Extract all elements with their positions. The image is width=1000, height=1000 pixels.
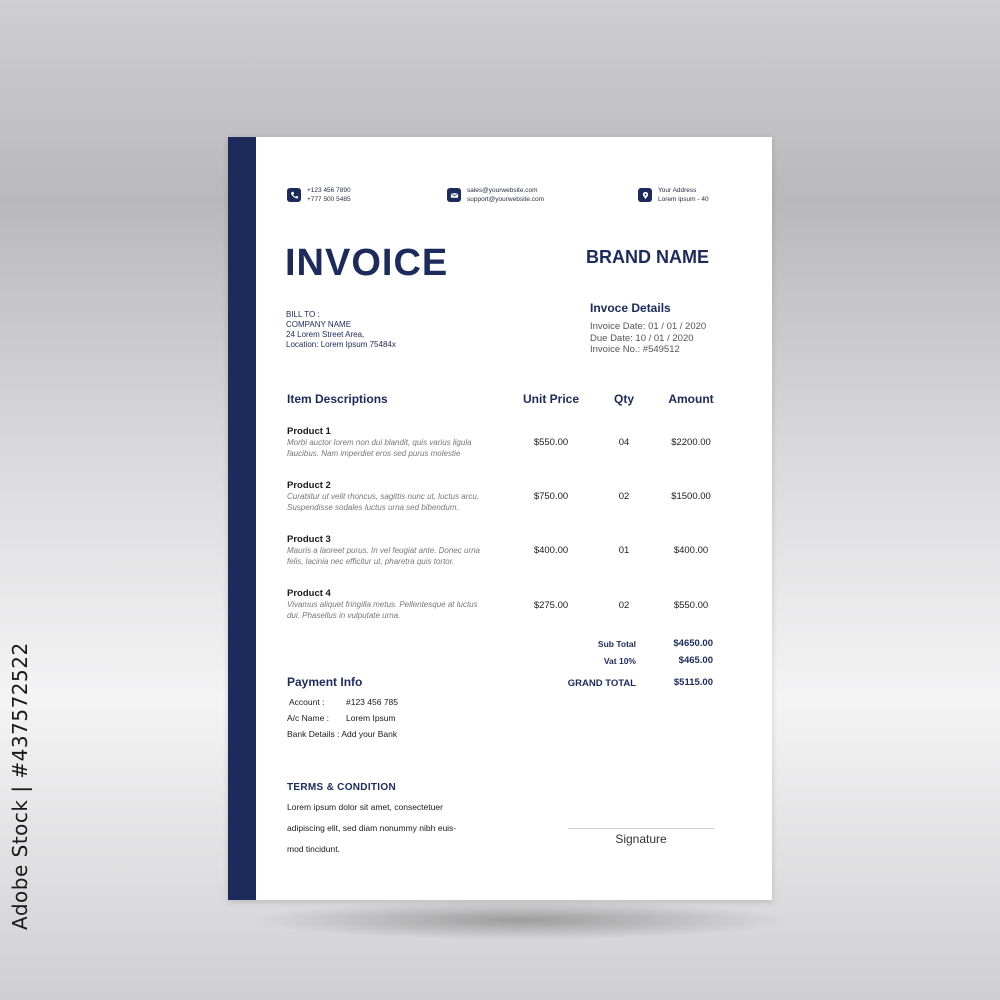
row-4-price: $275.00 <box>533 600 569 611</box>
phone-1: +123 456 7890 <box>307 187 351 194</box>
bill-to <box>286 310 396 350</box>
signature-label: Signature <box>615 832 667 846</box>
row-1-amount: $2200.00 <box>671 437 711 448</box>
terms-line-3: mod tincidunt. <box>287 844 340 854</box>
header-unit-price: Unit Price <box>522 392 579 406</box>
row-3-name: Product 3 <box>287 534 331 545</box>
address-2: Lorem ipsum - 40 <box>658 196 709 203</box>
stock-id-watermark: Adobe Stock | #437572522 <box>8 642 32 930</box>
invoice-date: Invoice Date: 01 / 01 / 2020 <box>590 321 707 332</box>
row-1-qty: 04 <box>618 437 630 448</box>
contact-phone <box>287 186 351 204</box>
bank-details: Bank Details : Add your Bank <box>287 729 398 739</box>
row-2-desc-line-1: Curabitur ut velit rhoncus, sagittis nunc ut, luctus arcu. <box>287 492 480 501</box>
row-2-amount: $1500.00 <box>671 491 711 502</box>
row-4-desc-line-1: Vivamus aliquet fringilla metus. Pellentesque at luctus <box>287 600 478 609</box>
invoice-page <box>228 137 772 900</box>
row-2-qty: 02 <box>618 491 630 502</box>
row-3-desc-line-2: felis, lacinia nec efficitur ut, pharetra quis tortor. <box>287 557 455 566</box>
row-2-desc-line-2: Suspendisse sodales luctus urna sed bibendum. <box>287 503 459 512</box>
table-row <box>287 426 502 459</box>
signature-line <box>568 828 714 829</box>
terms-title: TERMS & CONDITION <box>287 782 396 793</box>
table-row <box>287 480 502 513</box>
contact-email <box>447 186 544 204</box>
due-date: Due Date: 10 / 01 / 2020 <box>590 332 694 344</box>
row-4-amount: $550.00 <box>673 600 709 611</box>
grand-total-value: $5115.00 <box>673 677 713 688</box>
row-3-desc-line-1: Mauris a laoreet purus. In vel feugiat ante. Donec urna <box>287 546 480 555</box>
email-2: support@yourwebsite.com <box>467 196 545 203</box>
row-1-price: $550.00 <box>533 437 569 448</box>
address-1: Your Address <box>658 187 697 194</box>
phone-2: +777 500 5485 <box>307 196 351 203</box>
header-amount: Amount <box>668 392 714 406</box>
terms-text <box>287 797 487 860</box>
side-stripe <box>228 137 256 900</box>
row-3-amount: $400.00 <box>673 545 709 556</box>
contact-address <box>638 186 709 204</box>
row-3-price: $400.00 <box>533 545 569 556</box>
account-name-value: Lorem Ipsum <box>346 713 396 723</box>
row-1-desc-line-2: faucibus. Nam imperdiet eros sed purus molestie <box>287 449 461 458</box>
row-2-name: Product 2 <box>287 480 331 491</box>
table-row <box>287 534 502 567</box>
vat-label: Vat 10% <box>603 656 636 666</box>
row-4-name: Product 4 <box>287 588 331 599</box>
subtotal-label: Sub Total <box>597 639 636 649</box>
bill-to-label: BILL TO : <box>286 310 320 319</box>
header-qty: Qty <box>613 392 634 406</box>
header-item-descriptions: Item Descriptions <box>287 392 388 406</box>
account-name-label: A/c Name : <box>287 713 330 723</box>
page-shadow <box>250 900 790 940</box>
bill-to-street: 24 Lorem Street Area, <box>286 330 365 339</box>
account-label: Account : <box>289 697 325 707</box>
bill-to-location: Location: Lorem Ipsum 75484x <box>286 340 396 349</box>
invoice-number: Invoice No.: #549512 <box>590 344 680 355</box>
payment-title: Payment Info <box>287 675 363 689</box>
location-pin-icon <box>638 188 652 202</box>
row-1-desc-line-1: Morbi auctor lorem non dui blandit, quis varius ligula <box>287 438 472 447</box>
details-title: Invoce Details <box>590 301 671 315</box>
row-4-qty: 02 <box>618 600 630 611</box>
invoice-title: INVOICE <box>285 242 449 284</box>
terms-line-1: Lorem ipsum dolor sit amet, consectetuer <box>287 802 443 812</box>
account-value: #123 456 785 <box>346 697 398 707</box>
vat-value: $465.00 <box>678 655 713 666</box>
row-1-name: Product 1 <box>287 426 331 437</box>
row-2-price: $750.00 <box>533 491 569 502</box>
mail-icon <box>447 188 461 202</box>
row-3-qty: 01 <box>618 545 630 556</box>
brand-name: BRAND NAME <box>586 247 709 267</box>
invoice-details <box>590 321 706 356</box>
email-1: sales@yourwebsite.com <box>467 187 538 194</box>
phone-icon <box>287 188 301 202</box>
table-row <box>287 588 502 621</box>
grand-total-label: GRAND TOTAL <box>567 678 636 689</box>
terms-line-2: adipiscing elit, sed diam nonummy nibh euis- <box>287 823 457 833</box>
subtotal-value: $4650.00 <box>673 638 713 649</box>
row-4-desc-line-2: dui. Phasellus in vulputate urna. <box>287 611 401 620</box>
bill-to-company: COMPANY NAME <box>286 320 352 329</box>
